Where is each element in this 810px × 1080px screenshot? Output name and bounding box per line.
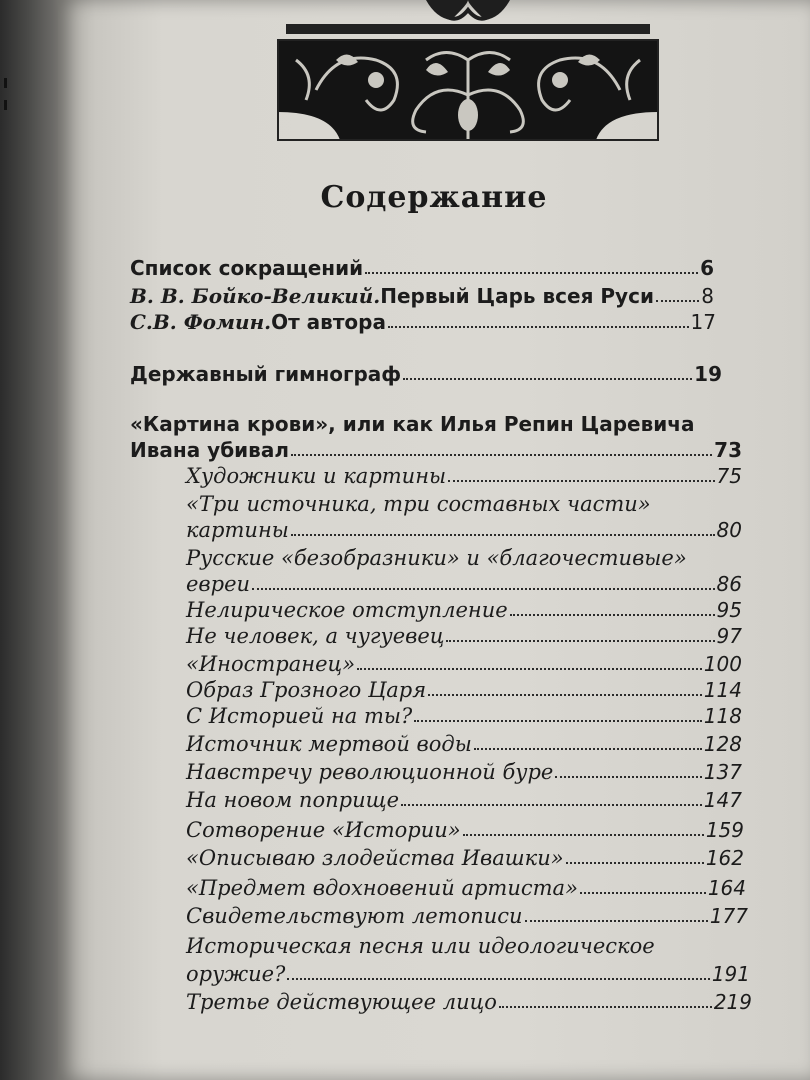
toc-page-number: 128: [703, 732, 742, 756]
toc-subentry: [186, 704, 742, 728]
spine-mark: [4, 78, 7, 88]
leader-dots: [287, 977, 709, 980]
toc-page-number: 6: [700, 256, 714, 280]
toc-subentry: [186, 962, 750, 986]
toc-page-number: 86: [716, 572, 742, 596]
toc-page-number: 73: [714, 438, 742, 462]
toc-subentry-title-line: Историческая песня или идеологическое: [186, 934, 655, 958]
toc-subentry-title: Навстречу революционной буре: [186, 760, 554, 784]
toc-subentry: [186, 990, 752, 1014]
toc-section-title: Державный гимнограф: [130, 362, 402, 386]
toc-page-number: 118: [703, 704, 742, 728]
toc-page-number: 159: [705, 818, 744, 842]
toc-subentry-title-line: «Три источника, три составных части»: [186, 492, 651, 516]
leader-dots: [510, 613, 715, 616]
toc-subentry-title: оружие?: [186, 962, 286, 986]
toc-subentry-title: Третье действующее лицо: [186, 990, 497, 1014]
leader-dots: [388, 325, 689, 328]
toc-subentry-title: Сотворение «Истории»: [186, 818, 461, 842]
page-title: Содержание: [320, 180, 548, 215]
toc-subentry-title: Нелирическое отступление: [186, 598, 508, 622]
toc-entry: [130, 310, 716, 334]
spine-mark: [4, 100, 7, 110]
leader-dots: [474, 747, 702, 750]
toc-page-number: 17: [690, 310, 716, 334]
toc-subentry-title: Образ Грозного Царя: [186, 678, 427, 702]
toc-entry-title: Список сокращений: [130, 256, 364, 280]
toc-page-number: 114: [703, 678, 742, 702]
leader-dots: [555, 775, 701, 778]
leader-dots: [580, 891, 706, 894]
toc-subentry-title: «Предмет вдохновений артиста»: [186, 876, 578, 900]
toc-subentry: [186, 846, 744, 870]
toc-page-number: 177: [709, 904, 748, 928]
toc-entry: [130, 256, 714, 280]
toc-subentry-title: Свидетельствуют летописи: [186, 904, 523, 928]
toc-subentry: [186, 598, 742, 622]
toc-subentry: [186, 464, 742, 488]
toc-subentry-title: С Историей на ты?: [186, 704, 413, 728]
toc-page-number: 80: [716, 518, 742, 542]
toc-page-number: 147: [703, 788, 742, 812]
leader-dots: [499, 1005, 712, 1008]
book-page: [58, 0, 810, 1080]
toc-subentry: [186, 572, 742, 596]
toc-entry-author: С.В. Фомин.: [130, 310, 272, 334]
toc-subentry: [186, 818, 744, 842]
table-of-contents: [58, 0, 810, 1080]
toc-subentry-title-line: Русские «безобразники» и «благочестивые»: [186, 546, 687, 570]
toc-subentry-title: «Описываю злодейства Ивашки»: [186, 846, 564, 870]
leader-dots: [252, 587, 715, 590]
toc-subentry: [186, 518, 742, 542]
toc-subentry-title: Художники и картины: [186, 464, 447, 488]
toc-page-number: 219: [713, 990, 752, 1014]
leader-dots: [403, 377, 692, 380]
leader-dots: [656, 299, 699, 302]
toc-subentry: [186, 624, 742, 648]
toc-section-title-line: «Картина крови», или как Илья Репин Царевича: [130, 412, 695, 436]
leader-dots: [446, 639, 714, 642]
toc-page-number: 164: [707, 876, 746, 900]
toc-subentry: [186, 652, 742, 676]
leader-dots: [401, 803, 702, 806]
toc-page-number: 8: [701, 284, 714, 308]
toc-section-title: Ивана убивал: [130, 438, 289, 462]
toc-subentry-title: евреи: [186, 572, 251, 596]
toc-page-number: 100: [703, 652, 742, 676]
toc-subentry-title: Не человек, а чугуевец: [186, 624, 445, 648]
toc-section: [130, 362, 722, 386]
toc-entry-author: В. В. Бойко-Великий.: [130, 284, 381, 308]
leader-dots: [525, 919, 708, 922]
leader-dots: [365, 271, 698, 274]
leader-dots: [291, 453, 712, 456]
toc-subentry-title: На новом поприще: [186, 788, 400, 812]
toc-entry: [130, 284, 714, 308]
leader-dots: [291, 533, 715, 536]
toc-page-number: 75: [716, 464, 742, 488]
toc-subentry: [186, 678, 742, 702]
toc-page-number: 162: [705, 846, 744, 870]
toc-subentry-title: картины: [186, 518, 289, 542]
toc-page-number: 95: [716, 598, 742, 622]
toc-page-number: 97: [716, 624, 742, 648]
toc-entry-title: От автора: [271, 310, 386, 334]
toc-subentry: [186, 732, 742, 756]
toc-subentry: [186, 904, 748, 928]
toc-subentry-title: Источник мертвой воды: [186, 732, 472, 756]
leader-dots: [357, 667, 702, 670]
leader-dots: [414, 719, 702, 722]
toc-subentry-title: «Иностранец»: [186, 652, 356, 676]
toc-subentry: [186, 788, 742, 812]
leader-dots: [566, 861, 704, 864]
toc-page-number: 19: [694, 362, 722, 386]
toc-subentry: [186, 876, 746, 900]
toc-page-number: 137: [703, 760, 742, 784]
toc-section: [130, 438, 742, 462]
leader-dots: [448, 479, 714, 482]
leader-dots: [463, 833, 704, 836]
toc-subentry: [186, 760, 742, 784]
leader-dots: [428, 693, 702, 696]
toc-entry-title: Первый Царь всея Руси: [380, 284, 654, 308]
toc-page-number: 191: [711, 962, 750, 986]
